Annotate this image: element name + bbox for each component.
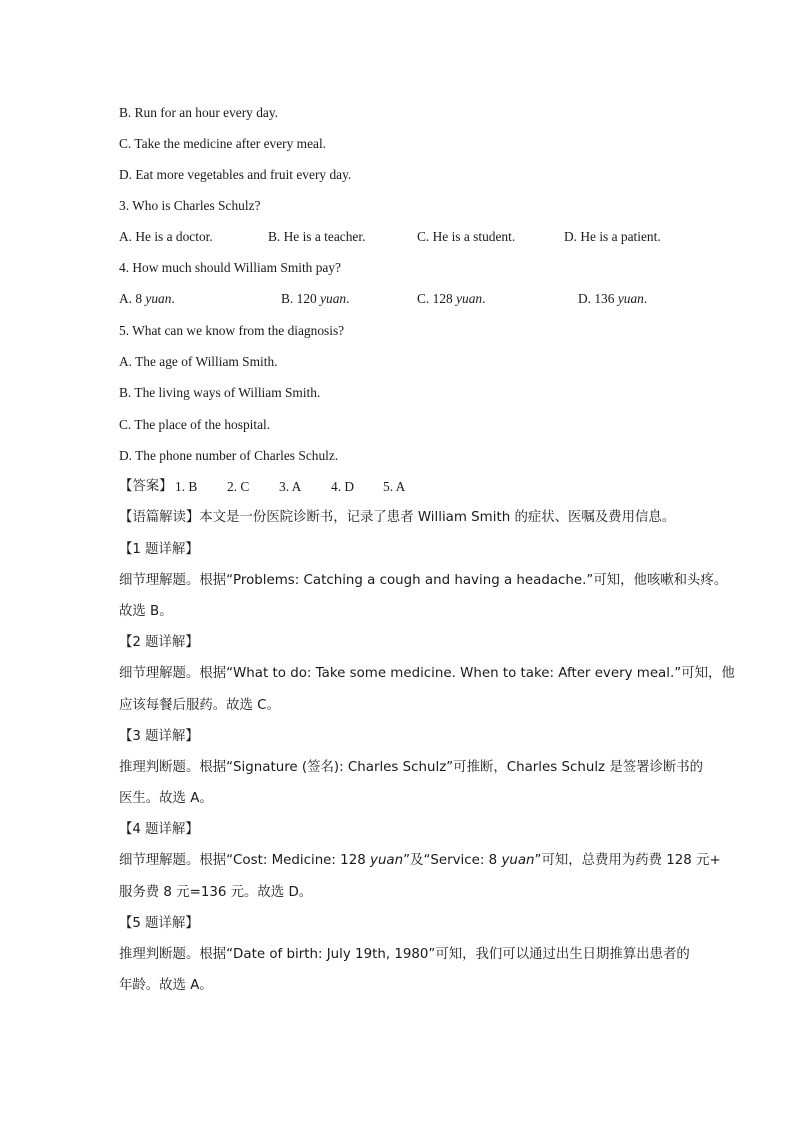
analysis-text: 本文是一份医院诊断书，记录了患者 William Smith 的症状、医嘱及费用信息。 <box>199 510 676 525</box>
detail-5-line-2: 年龄。故选 A。 <box>119 978 213 993</box>
q3-question: 3. Who is Charles Schulz? <box>119 198 261 213</box>
detail-4-line-1-part-a: 细节理解题。根据“Cost: Medicine: 128 <box>119 853 371 868</box>
answer-item: 1. B <box>175 479 198 494</box>
q4-option-d-unit: yuan <box>617 291 644 306</box>
q4-question: 4. How much should William Smith pay? <box>119 260 342 275</box>
detail-5-line-1: 推理判断题。根据“Date of birth: July 19th, 1980”可知，我们可以通过出生日期推算出患者的 <box>119 947 690 962</box>
q4-option-c-suffix: . <box>482 291 486 306</box>
q5-option-b: B. The living ways of William Smith. <box>119 385 321 400</box>
answer-item: 3. A <box>279 479 302 494</box>
q4-option-d-suffix: . <box>643 291 648 306</box>
q5-question: 5. What can we know from the diagnosis? <box>119 323 345 338</box>
q4-option-b <box>281 290 349 308</box>
q4-option-c-unit: yuan <box>456 291 483 306</box>
q2-option-b: B. Run for an hour every day. <box>119 105 279 120</box>
answer-label: 【答案】 <box>119 479 173 494</box>
detail-1-line-2: 故选 B。 <box>119 604 173 619</box>
detail-4-line-2: 服务费 8 元=136 元。故选 D。 <box>119 885 313 900</box>
detail-4-unit-2: yuan <box>501 853 535 868</box>
detail-4-unit-1: yuan <box>370 853 404 868</box>
answer-item: 2. C <box>227 479 250 494</box>
q5-option-a: A. The age of William Smith. <box>119 354 278 369</box>
q5-option-d: D. The phone number of Charles Schulz. <box>119 448 339 463</box>
detail-3-line-2: 医生。故选 A。 <box>119 791 213 806</box>
detail-1-line-1: 细节理解题。根据“Problems: Catching a cough and having a headache.”可知，他咳嗽和头疼。 <box>119 573 728 588</box>
detail-2-line-1: 细节理解题。根据“What to do: Take some medicine. When to take: After every meal.”可知，他 <box>119 666 735 681</box>
detail-1-title: 【1 题详解】 <box>119 542 199 557</box>
detail-4-title: 【4 题详解】 <box>119 822 199 837</box>
analysis-title: 【语篇解读】 <box>119 510 200 525</box>
q4-options <box>119 290 679 308</box>
detail-2-line-2: 应该每餐后服药。故选 C。 <box>119 698 280 713</box>
analysis-line <box>119 509 675 527</box>
q3-options <box>119 228 679 246</box>
detail-2-title: 【2 题详解】 <box>119 635 199 650</box>
q4-option-d-prefix: D. 136 <box>578 291 618 306</box>
detail-4-line-1-part-b: ”及“Service: 8 <box>403 853 502 868</box>
answer-item: 5. A <box>383 479 406 494</box>
detail-3-line-1: 推理判断题。根据“Signature (签名): Charles Schulz”可推断，Charles Schulz 是签署诊断书的 <box>119 760 704 775</box>
answer-item: 4. D <box>331 479 355 494</box>
q4-option-d <box>578 290 647 308</box>
detail-3-title: 【3 题详解】 <box>119 729 199 744</box>
q4-option-b-prefix: B. 120 <box>281 291 321 306</box>
detail-4-line-1 <box>119 852 721 870</box>
detail-5-title: 【5 题详解】 <box>119 916 199 931</box>
q4-option-b-unit: yuan <box>320 291 347 306</box>
q2-option-c: C. Take the medicine after every meal. <box>119 136 327 151</box>
q4-option-c <box>417 290 485 308</box>
q3-option-d: D. He is a patient. <box>564 229 661 244</box>
q3-option-b: B. He is a teacher. <box>268 229 366 244</box>
detail-4-line-1-part-c: ”可知，总费用为药费 128 元+ <box>534 853 721 868</box>
q5-option-c: C. The place of the hospital. <box>119 417 271 432</box>
q4-option-a-suffix: . <box>171 291 175 306</box>
q3-option-c: C. He is a student. <box>417 229 516 244</box>
q4-option-a-unit: yuan <box>145 291 172 306</box>
q3-option-a: A. He is a doctor. <box>119 229 213 244</box>
q4-option-c-prefix: C. 128 <box>417 291 457 306</box>
q2-option-d: D. Eat more vegetables and fruit every day. <box>119 167 352 182</box>
q4-option-a-prefix: A. 8 <box>119 291 146 306</box>
answer-key <box>119 478 679 496</box>
q4-option-a <box>119 290 175 308</box>
q4-option-b-suffix: . <box>346 291 350 306</box>
